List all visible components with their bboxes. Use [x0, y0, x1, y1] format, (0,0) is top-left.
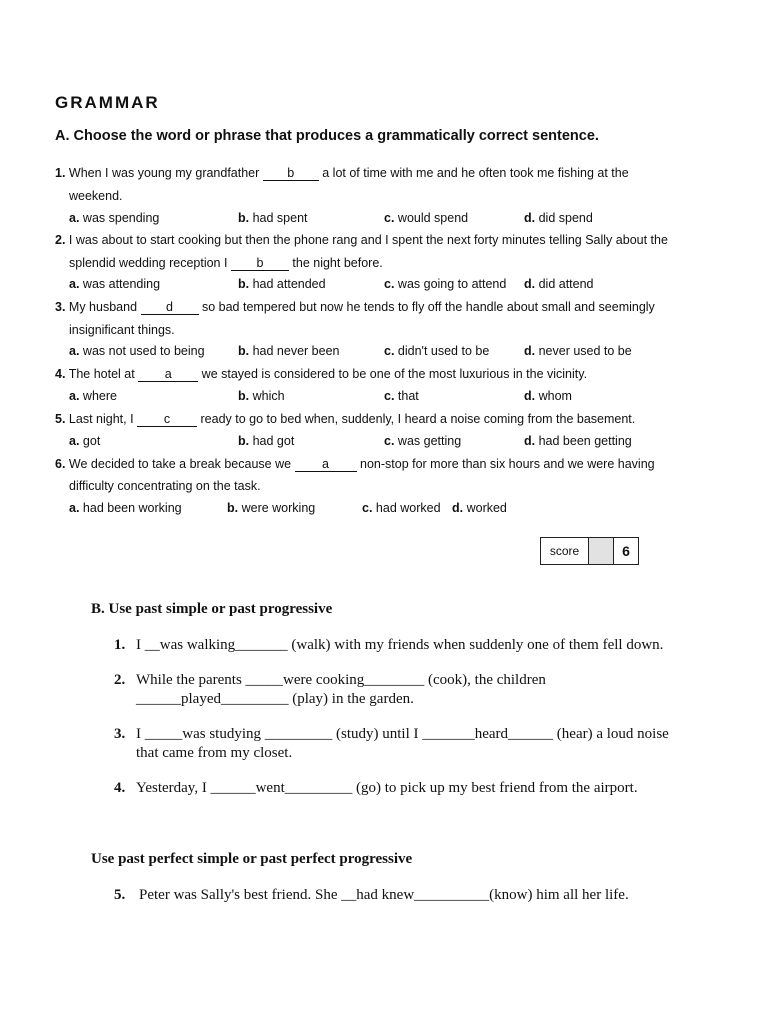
option-b	[238, 277, 326, 291]
question-text: The hotel at	[68, 367, 139, 381]
option-letter: b.	[227, 501, 239, 515]
question-6	[55, 457, 655, 472]
question-4	[55, 367, 587, 382]
option-letter: c.	[384, 389, 395, 403]
question-text: My husband	[68, 300, 141, 314]
option-letter: b.	[238, 389, 250, 403]
score-blank-cell	[589, 538, 614, 564]
item-text: Yesterday, I ______went_________ (go) to pick up my best friend from the airport.	[136, 780, 638, 796]
question-text: When I was young my grandfather	[68, 166, 263, 180]
option-text: that	[397, 389, 419, 403]
item-text: that came from my closet.	[136, 745, 293, 761]
item-text: While the parents _____were cooking________ (cook), the children	[136, 672, 546, 688]
answer-blank: c	[137, 413, 197, 427]
item-number: 5.	[114, 887, 126, 903]
option-d	[524, 211, 593, 225]
option-a	[69, 501, 182, 515]
option-text: was going to attend	[397, 277, 507, 291]
question-number: 6.	[55, 457, 66, 471]
option-letter: b.	[238, 434, 250, 448]
answer-blank: b	[231, 257, 289, 271]
option-b	[238, 434, 294, 448]
section-c-heading: Use past perfect simple or past perfect progressive	[91, 851, 413, 867]
option-text: had been working	[82, 501, 182, 515]
option-text: was spending	[82, 211, 160, 225]
option-a	[69, 344, 205, 358]
option-c	[384, 389, 419, 403]
option-letter: c.	[384, 277, 395, 291]
option-letter: c.	[384, 434, 395, 448]
option-d	[524, 277, 594, 291]
option-letter: d.	[524, 434, 536, 448]
option-text: would spend	[397, 211, 469, 225]
item-text: I _____was studying _________ (study) until I _______heard______ (hear) a loud noise	[136, 726, 669, 742]
option-text: had worked	[375, 501, 441, 515]
option-text: didn't used to be	[397, 344, 490, 358]
question-number: 3.	[55, 300, 66, 314]
question-6-line-2: difficulty concentrating on the task.	[69, 479, 261, 493]
option-letter: c.	[362, 501, 373, 515]
option-letter: a.	[69, 434, 80, 448]
option-b	[238, 211, 308, 225]
option-c	[384, 344, 489, 358]
answer-blank: a	[295, 458, 357, 472]
option-text: was attending	[82, 277, 161, 291]
option-letter: a.	[69, 501, 80, 515]
option-letter: d.	[524, 344, 536, 358]
option-d	[524, 344, 632, 358]
option-text: had attended	[252, 277, 326, 291]
option-d	[524, 434, 632, 448]
option-text: never used to be	[538, 344, 632, 358]
item-text: I __was walking_______ (walk) with my friends when suddenly one of them fell down.	[136, 637, 664, 653]
question-number: 5.	[55, 412, 66, 426]
option-text: worked	[466, 501, 507, 515]
item-text: Peter was Sally's best friend. She __had knew__________(know) him all her life.	[139, 887, 629, 903]
item-number: 2.	[114, 672, 126, 688]
option-letter: a.	[69, 344, 80, 358]
question-text: non-stop for more than six hours and we were having	[356, 457, 655, 471]
option-a	[69, 211, 159, 225]
section-b-heading: B. Use past simple or past progressive	[91, 601, 333, 617]
question-3-line-2: insignificant things.	[69, 323, 175, 337]
question-2	[55, 233, 668, 247]
question-text: we stayed is considered to be one of the most luxurious in the vicinity.	[198, 367, 588, 381]
option-letter: d.	[524, 389, 536, 403]
question-number: 1.	[55, 166, 66, 180]
question-text: splendid wedding reception I	[69, 256, 231, 270]
answer-blank: d	[141, 301, 199, 315]
option-b	[238, 344, 339, 358]
option-letter: a.	[69, 277, 80, 291]
question-text: ready to go to bed when, suddenly, I heard a noise coming from the basement.	[197, 412, 636, 426]
question-text: I was about to start cooking but then the phone rang and I spent the next forty minutes telling Sally about the	[68, 233, 668, 247]
option-letter: a.	[69, 211, 80, 225]
option-c	[362, 501, 441, 515]
option-text: had never been	[252, 344, 340, 358]
score-box	[540, 537, 639, 565]
option-text: did attend	[538, 277, 594, 291]
page-title: GRAMMAR	[55, 93, 160, 112]
question-text: We decided to take a break because we	[68, 457, 295, 471]
option-text: did spend	[538, 211, 593, 225]
option-text: got	[82, 434, 101, 448]
option-text: which	[252, 389, 285, 403]
option-letter: a.	[69, 389, 80, 403]
question-2-line-2	[69, 256, 383, 271]
item-text: ______played_________ (play) in the garden.	[136, 691, 414, 707]
answer-blank: a	[138, 368, 198, 382]
option-letter: b.	[238, 277, 250, 291]
item-number: 3.	[114, 726, 126, 742]
question-1	[55, 166, 629, 181]
score-value: 6	[622, 543, 630, 559]
option-letter: c.	[384, 344, 395, 358]
section-a-heading: A. Choose the word or phrase that produces a grammatically correct sentence.	[55, 128, 599, 144]
item-number: 1.	[114, 637, 126, 653]
option-c	[384, 211, 468, 225]
option-letter: b.	[238, 344, 250, 358]
option-text: had got	[252, 434, 295, 448]
question-number: 2.	[55, 233, 66, 247]
option-letter: d.	[524, 211, 536, 225]
option-b	[227, 501, 315, 515]
option-text: whom	[538, 389, 572, 403]
option-text: was not used to being	[82, 344, 205, 358]
option-letter: d.	[524, 277, 536, 291]
option-letter: b.	[238, 211, 250, 225]
question-1-line-2: weekend.	[69, 189, 123, 203]
score-label: score	[541, 538, 589, 564]
option-d	[524, 389, 572, 403]
option-text: were working	[241, 501, 316, 515]
question-number: 4.	[55, 367, 66, 381]
question-text: a lot of time with me and he often took me fishing at the	[318, 166, 629, 180]
question-5	[55, 412, 635, 427]
option-letter: c.	[384, 211, 395, 225]
option-text: where	[82, 389, 117, 403]
option-text: had been getting	[538, 434, 632, 448]
option-c	[384, 434, 461, 448]
option-a	[69, 434, 100, 448]
question-3	[55, 300, 655, 315]
option-letter: d.	[452, 501, 464, 515]
option-a	[69, 389, 117, 403]
option-a	[69, 277, 160, 291]
answer-blank: b	[263, 167, 319, 181]
item-number: 4.	[114, 780, 126, 796]
question-text: the night before.	[288, 256, 383, 270]
option-c	[384, 277, 506, 291]
question-text: so bad tempered but now he tends to fly off the handle about small and seemingly	[198, 300, 655, 314]
option-d	[452, 501, 507, 515]
option-text: had spent	[252, 211, 308, 225]
option-b	[238, 389, 285, 403]
option-text: was getting	[397, 434, 462, 448]
question-text: Last night, I	[68, 412, 138, 426]
